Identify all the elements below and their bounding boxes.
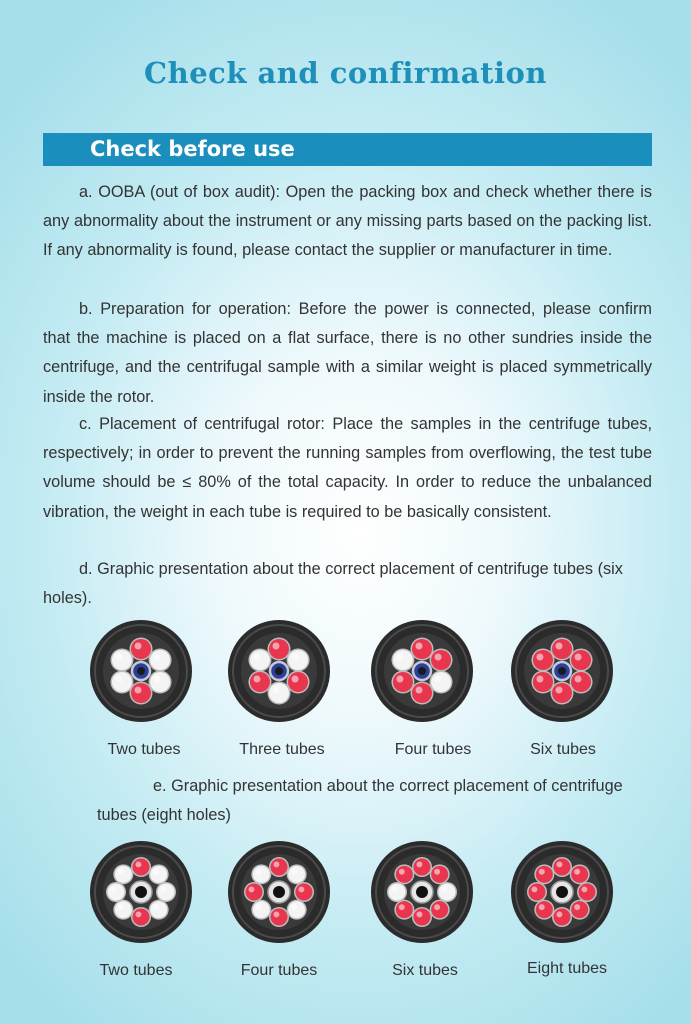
filled-tube [571,672,591,692]
paragraph-e [97,772,657,830]
filled-tube [412,683,432,703]
eight-hole-caption: Six tubes [392,962,458,979]
paragraph-a [43,178,652,266]
eight-hole-rotor-diagram [227,840,331,944]
filled-tube [271,859,288,876]
six-hole-caption: Three tubes [239,741,325,758]
filled-tube [431,650,451,670]
empty-tube [150,650,170,670]
six-hole-rotor-diagram [370,619,474,723]
filled-tube [571,650,591,670]
empty-tube [269,683,289,703]
empty-tube [158,884,175,901]
empty-tube [115,866,132,883]
empty-tube [288,866,305,883]
six-hole-rotor-diagram [510,619,614,723]
filled-tube [396,901,413,918]
empty-tube [150,901,167,918]
paragraph-b-text: b. Preparation for operation: Before the power is connected, please confirm that the machine is placed on a flat surface, there is no other sundries inside the centrifuge, and the centrifugal sample with a similar weight is placed symmetrically inside the rotor. [43,300,652,406]
filled-tube [536,901,553,918]
filled-tube [554,859,571,876]
filled-tube [133,909,150,926]
filled-tube [414,909,431,926]
filled-tube [396,866,413,883]
filled-tube [296,884,313,901]
filled-tube [431,901,448,918]
empty-tube [439,884,456,901]
paragraph-e-text: e. Graphic presentation about the correct placement of centrifuge tubes (eight holes) [97,777,623,825]
empty-tube [288,650,308,670]
filled-tube [131,639,151,659]
empty-tube [150,866,167,883]
filled-tube [533,650,553,670]
empty-tube [288,901,305,918]
empty-tube [250,650,270,670]
empty-tube [393,650,413,670]
filled-tube [571,866,588,883]
eight-hole-caption: Eight tubes [526,960,608,977]
filled-tube [250,672,270,692]
paragraph-d-text: d. Graphic presentation about the correct placement of centrifuge tubes (six holes). [43,560,623,608]
eight-hole-rotor-diagram [370,840,474,944]
filled-tube [431,866,448,883]
filled-tube [571,901,588,918]
paragraph-b [43,295,652,412]
empty-tube [112,672,132,692]
filled-tube [529,884,546,901]
filled-tube [533,672,553,692]
filled-tube [554,909,571,926]
six-hole-caption: Six tubes [530,741,596,758]
empty-tube [431,672,451,692]
filled-tube [579,884,596,901]
paragraph-c-text: c. Placement of centrifugal rotor: Place the samples in the centrifuge tubes, respectively; in order to prevent the running samples from overflowing, the test tube volume should be ≤ 80% of the total capacity. In order to reduce the unbalanced vibration, the weight in each tube is required to be basically consistent. [43,415,652,521]
empty-tube [253,901,270,918]
paragraph-d [43,555,652,613]
six-hole-caption: Two tubes [107,741,181,758]
eight-hole-rotor-diagram [510,840,614,944]
six-hole-caption: Four tubes [394,741,472,758]
filled-tube [412,639,432,659]
filled-tube [269,639,289,659]
filled-tube [393,672,413,692]
empty-tube [389,884,406,901]
six-hole-rotor-diagram [227,619,331,723]
six-hole-rotor-diagram [89,619,193,723]
filled-tube [552,683,572,703]
empty-tube [150,672,170,692]
filled-tube [271,909,288,926]
filled-tube [246,884,263,901]
filled-tube [131,683,151,703]
paragraph-c [43,410,652,527]
filled-tube [536,866,553,883]
filled-tube [288,672,308,692]
page-title: Check and confirmation [144,56,547,90]
empty-tube [112,650,132,670]
filled-tube [414,859,431,876]
paragraph-a-text: a. OOBA (out of box audit): Open the packing box and check whether there is any abnormality about the instrument or any missing parts based on the packing list. If any abnormality is found, please contact the supplier or manufacturer in time. [43,183,652,260]
empty-tube [253,866,270,883]
eight-hole-rotor-diagram [89,840,193,944]
filled-tube [552,639,572,659]
filled-tube [133,859,150,876]
eight-hole-caption: Two tubes [99,962,173,979]
empty-tube [115,901,132,918]
section-header-label: Check before use [90,137,295,161]
eight-hole-caption: Four tubes [240,962,318,979]
empty-tube [108,884,125,901]
section-header [43,133,652,166]
